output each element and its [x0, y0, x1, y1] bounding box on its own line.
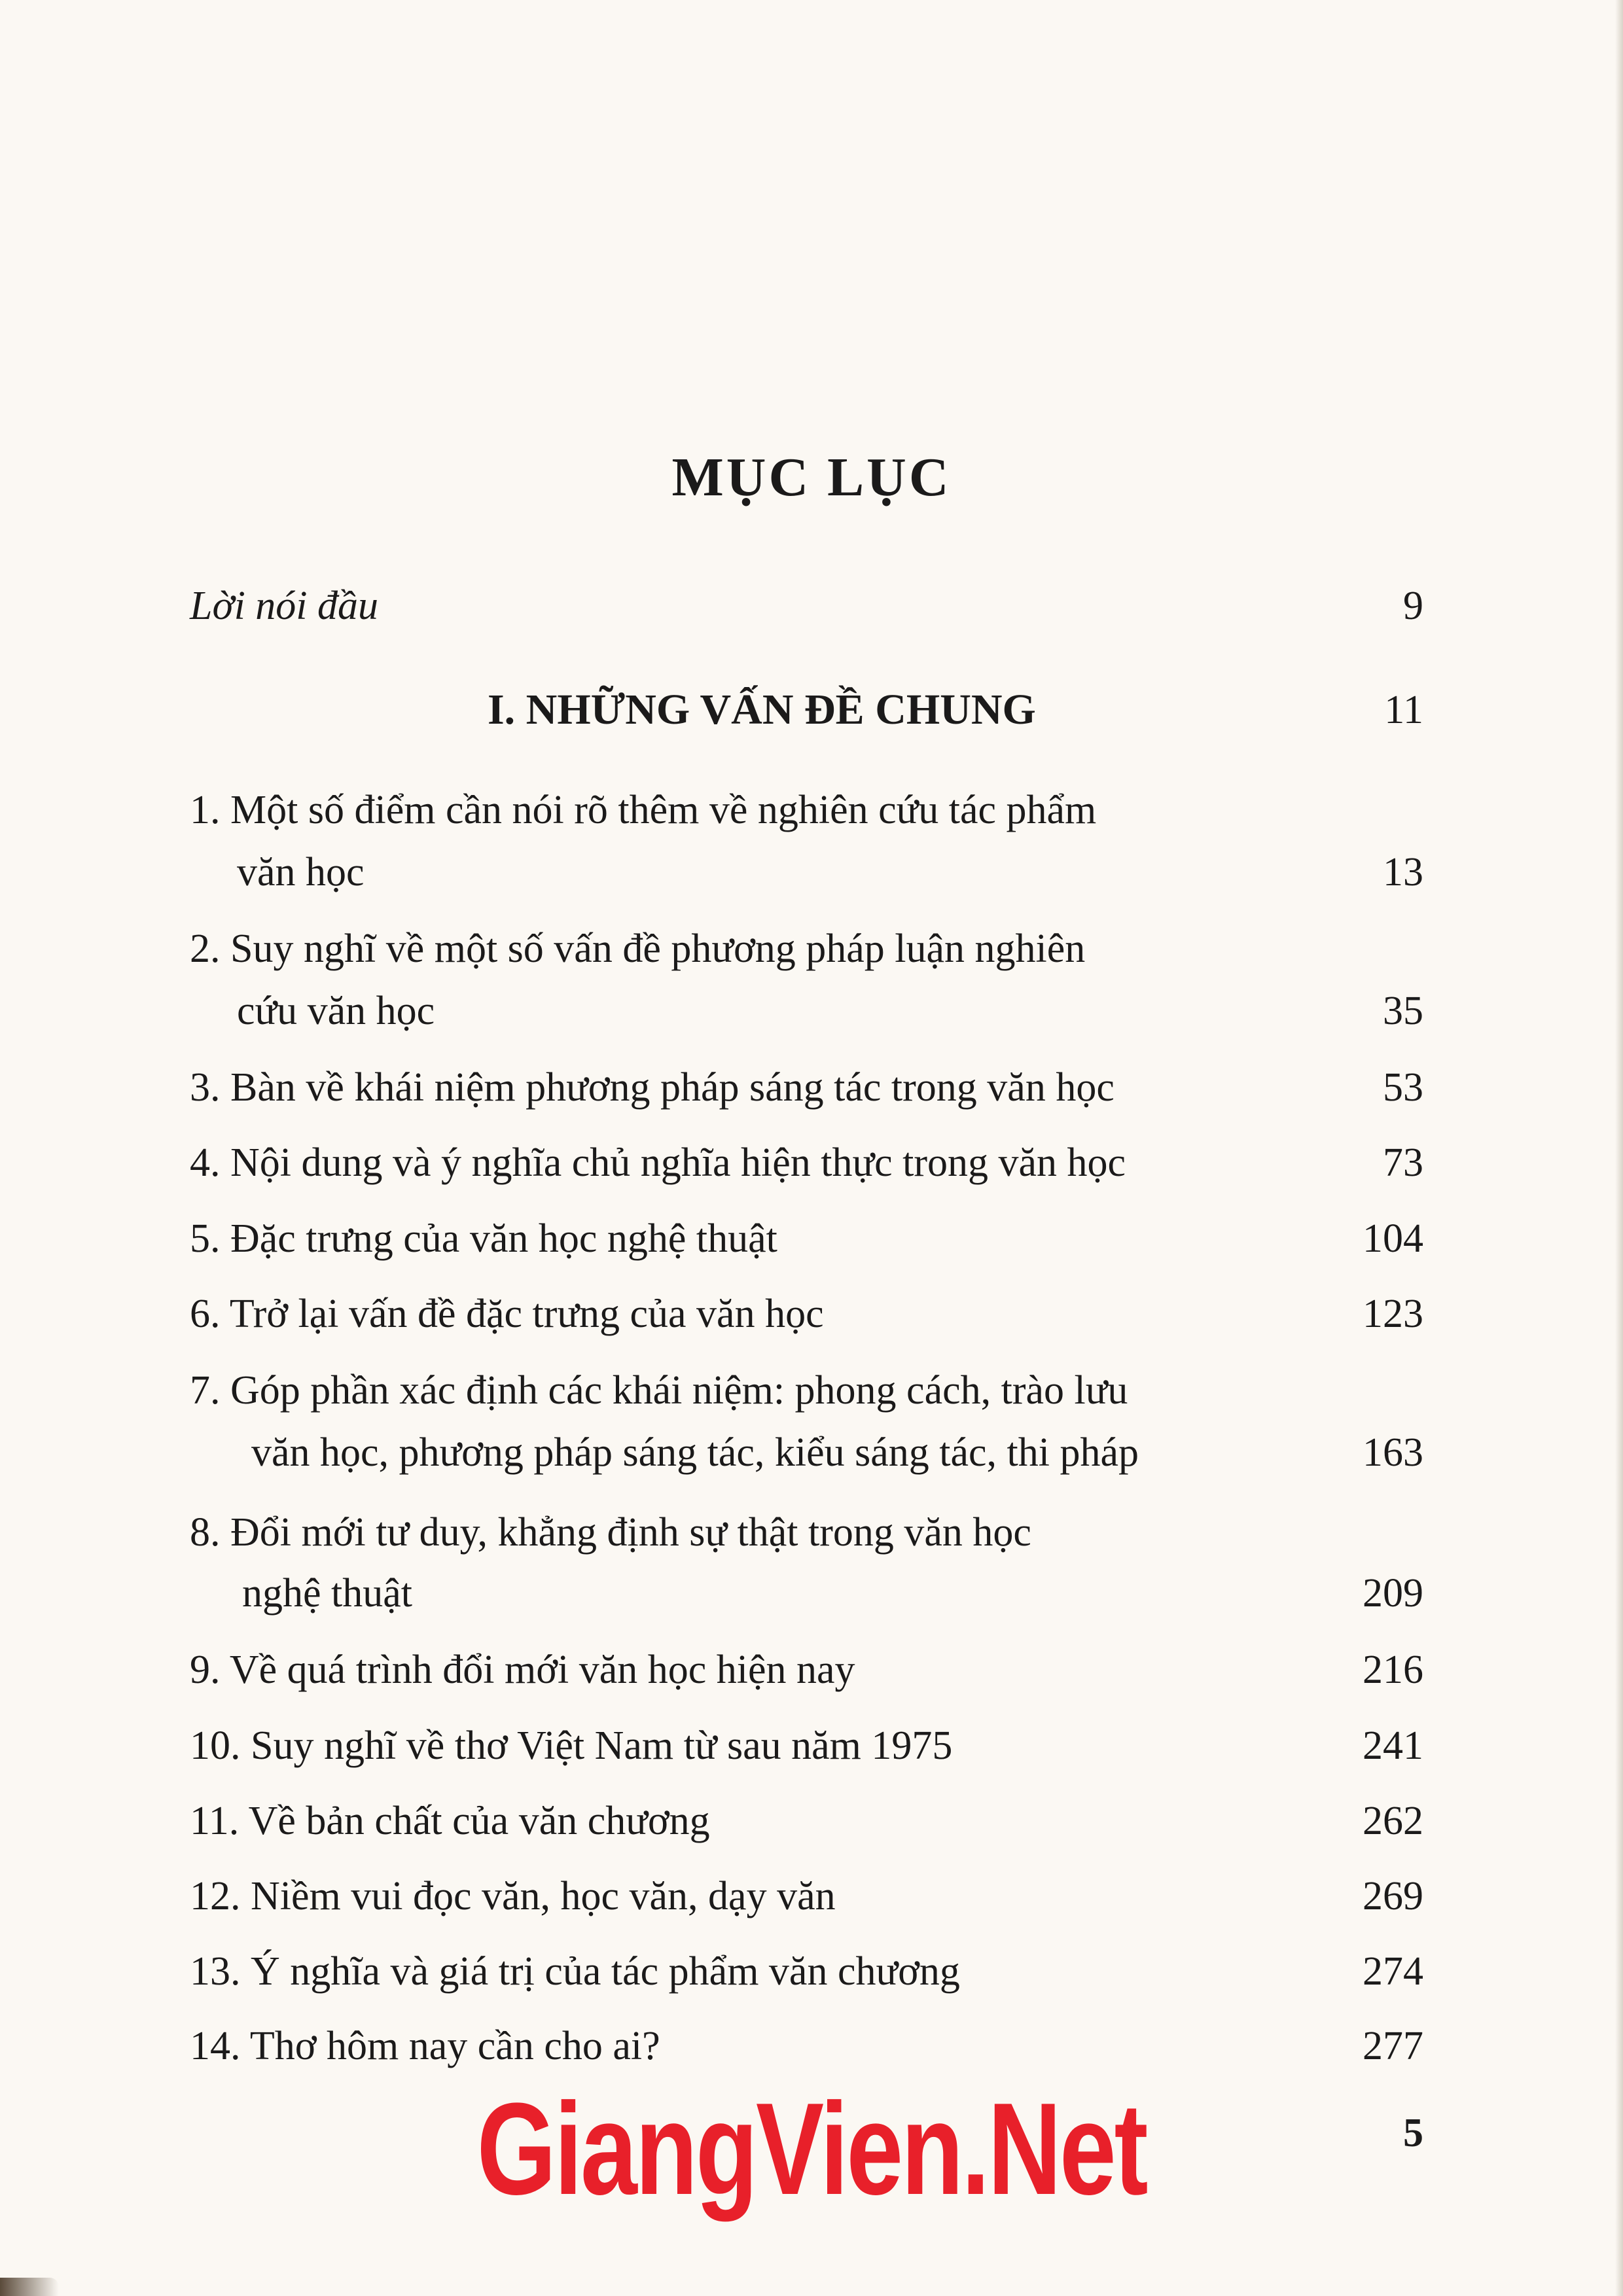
toc-entry-page: 216: [1363, 1648, 1423, 1692]
toc-entry-page: 277: [1363, 2024, 1423, 2068]
toc-entry-page: 9: [1403, 584, 1423, 628]
toc-entry-label: 9. Về quá trình đổi mới văn học hiện nay: [190, 1648, 855, 1692]
page-title: MỤC LỤC: [671, 447, 952, 508]
toc-entry-page: 163: [1363, 1430, 1423, 1475]
watermark-logo: GiangVien.Net: [476, 2076, 1147, 2222]
toc-entry-page: 53: [1383, 1065, 1423, 1110]
section-heading-label: I. NHỮNG VẤN ĐỀ CHUNG: [488, 686, 1036, 733]
toc-entry-label: 3. Bàn về khái niệm phương pháp sáng tác trong văn học: [190, 1065, 1115, 1110]
toc-entry-page: 123: [1363, 1292, 1423, 1336]
toc-entry-label: 6. Trở lại vấn đề đặc trưng của văn học: [190, 1292, 824, 1336]
toc-entry-label: 10. Suy nghĩ về thơ Việt Nam từ sau năm 1975: [190, 1723, 953, 1768]
toc-entry-page: 104: [1363, 1216, 1423, 1261]
toc-entry-label: 1. Một số điểm cần nói rõ thêm về nghiên cứu tác phẩm: [190, 788, 1097, 832]
toc-entry-label: 2. Suy nghĩ về một số vấn đề phương pháp luận nghiên: [190, 927, 1086, 971]
toc-entry-page: 274: [1363, 1949, 1423, 1994]
toc-entry-label: 14. Thơ hôm nay cần cho ai?: [190, 2024, 660, 2068]
toc-entry-label: 8. Đổi mới tư duy, khẳng định sự thật trong văn học: [190, 1510, 1031, 1555]
page-number: 5: [1403, 2111, 1423, 2155]
toc-entry-page: 269: [1363, 1874, 1423, 1918]
section-heading-page: 11: [1384, 688, 1423, 732]
toc-entry-label: 5. Đặc trưng của văn học nghệ thuật: [190, 1216, 777, 1261]
toc-entry-page: 241: [1363, 1723, 1423, 1768]
toc-entry-page: 13: [1383, 850, 1423, 894]
toc-entry-label: Lời nói đầu: [190, 584, 379, 628]
toc-entry-label: cứu văn học: [237, 989, 435, 1033]
toc-entry-page: 73: [1383, 1140, 1423, 1185]
toc-entry-label: văn học: [237, 850, 365, 894]
toc-entry-label: văn học, phương pháp sáng tác, kiểu sáng tác, thi pháp: [251, 1430, 1139, 1475]
toc-entry-label: 11. Về bản chất của văn chương: [190, 1799, 710, 1843]
scan-corner-mark: [0, 2278, 59, 2296]
toc-entry-label: 12. Niềm vui đọc văn, học văn, dạy văn: [190, 1874, 836, 1918]
toc-entry-label: 13. Ý nghĩa và giá trị của tác phẩm văn chương: [190, 1949, 960, 1994]
toc-entry-page: 209: [1363, 1571, 1423, 1616]
toc-entry-page: 262: [1363, 1799, 1423, 1843]
toc-entry-label: 4. Nội dung và ý nghĩa chủ nghĩa hiện thực trong văn học: [190, 1140, 1126, 1185]
page-edge-shadow: [1615, 0, 1623, 2296]
toc-entry-label: 7. Góp phần xác định các khái niệm: phong cách, trào lưu: [190, 1368, 1128, 1413]
toc-entry-page: 35: [1383, 989, 1423, 1033]
toc-entry-label: nghệ thuật: [242, 1571, 412, 1616]
